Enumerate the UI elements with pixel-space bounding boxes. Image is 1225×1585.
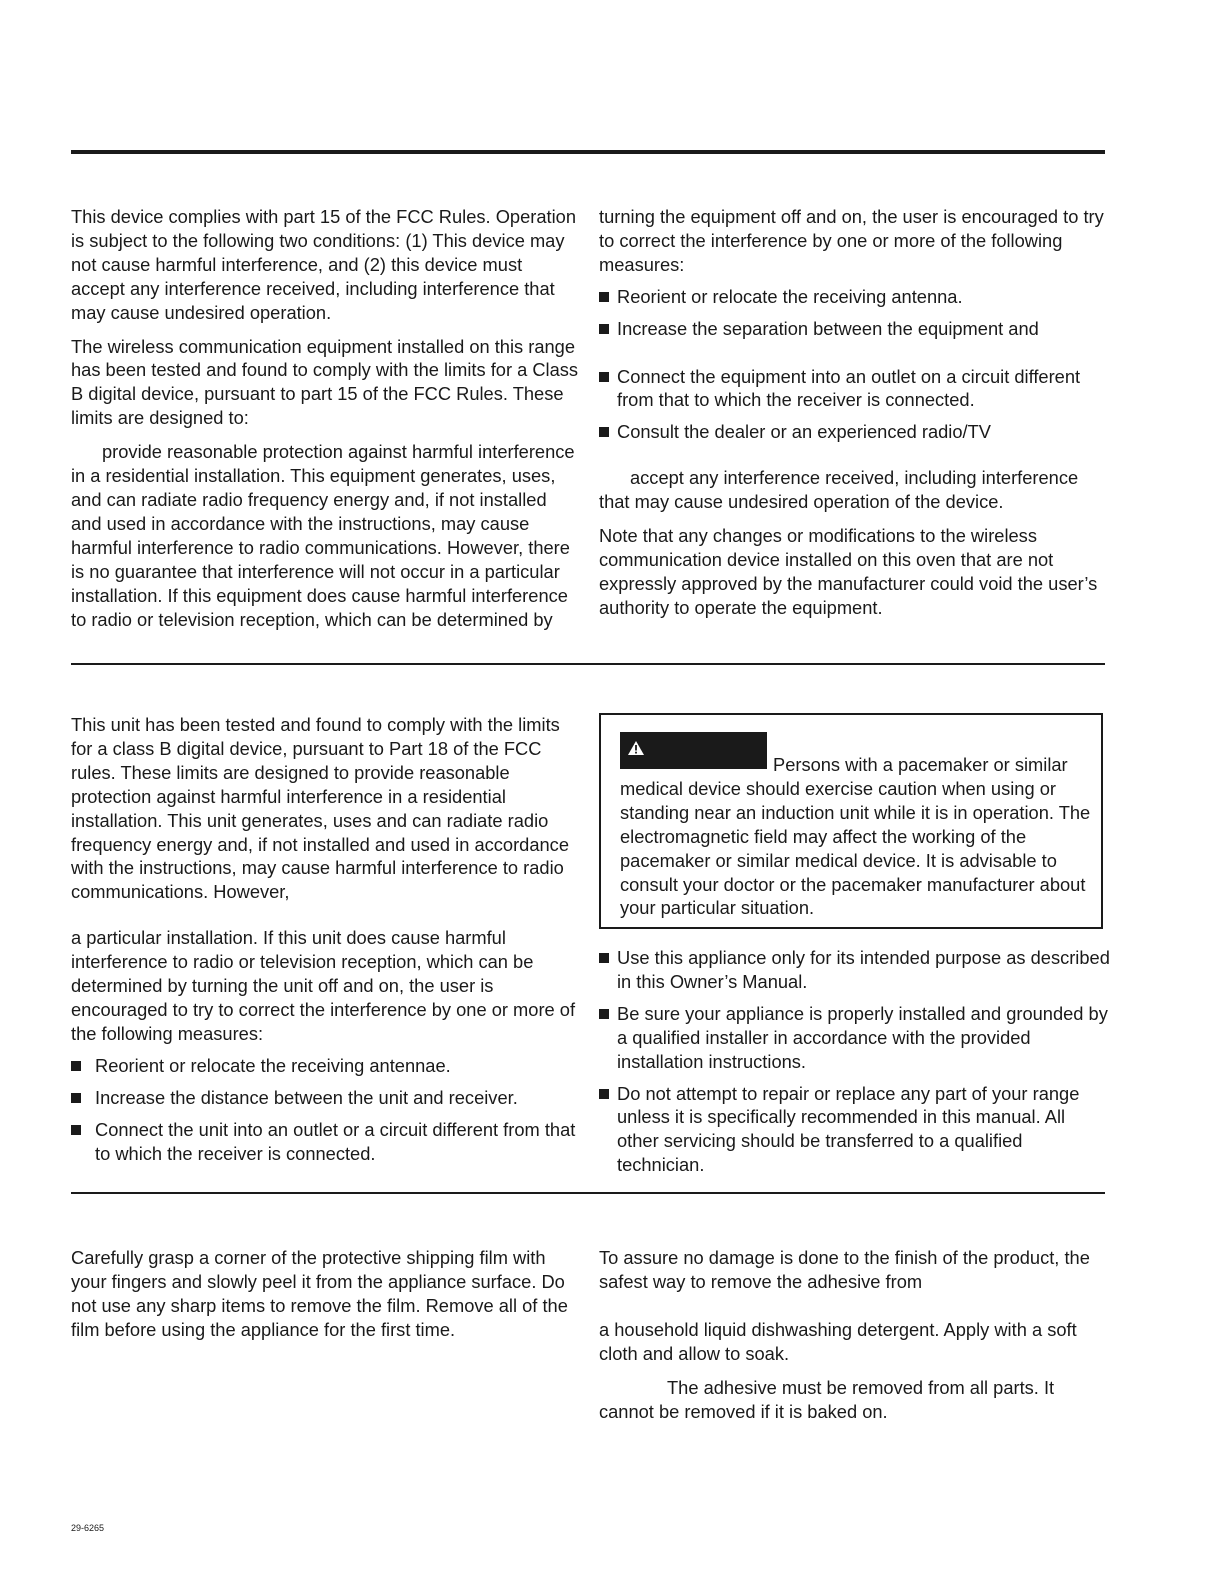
film-right-column (599, 1246, 1109, 1423)
bullet-square-icon (599, 953, 609, 963)
warning-text: Persons with a pacemaker or similar medical device should exercise caution when using or standing near an induction unit while it is in operation. The electromagnetic field may affect the working of the pacemaker or similar medical device. It is advisable to consult your doctor or the pacemaker manufacturer about your particular situation. (620, 754, 1091, 919)
section-divider (71, 1192, 1105, 1194)
part18-bullet: Connect the unit into an outlet or a circuit different from that to which the receiver is connected. (71, 1118, 581, 1166)
fcc-bullet: Consult the dealer or an experienced radio/TV (599, 420, 1111, 444)
fcc-paragraph: The wireless communication equipment installed on this range has been tested and found to comply with the limits for a Class B digital device, pursuant to part 15 of the FCC Rules. These limits are designed to: (71, 335, 579, 429)
bullet-square-icon (71, 1061, 81, 1071)
adhesive-paragraph: To assure no damage is done to the finish of the product, the safest way to remove the adhesive from (599, 1247, 1090, 1292)
header-rule (71, 150, 1105, 154)
fcc-note-text: Note that any changes or modifications to the wireless communication device installed on this oven that are not expressly approved by the manufacturer could void the user’s authority to operate the equipment. (599, 525, 1098, 618)
fcc-right-column (599, 205, 1111, 620)
adhesive-paragraph: a household liquid dishwashing detergent. Apply with a soft cloth and allow to soak. (599, 1318, 1077, 1364)
safety-bullet: Do not attempt to repair or replace any part of your range unless it is specifically recommended in this manual. All other servicing should be transferred to a qualified technician. (599, 1082, 1111, 1178)
fcc-bullet: Reorient or relocate the receiving antenna. (599, 285, 1111, 309)
bullet-square-icon (599, 1089, 609, 1099)
fcc-intro: turning the equipment off and on, the user is encouraged to try to correct the interference by one or more of the following measures: (599, 206, 1104, 275)
fcc-paragraph: provide reasonable protection against harmful interference in a residential installation. This equipment generates, uses, and can radiate radio frequency energy and, if not installed and used in accordance with the instructions, may cause harmful interference to radio communications. However, there is no guarantee that interference will not occur in a particular installation. If this equipment does cause harmful interference to radio or television reception, which can be determined by (71, 441, 575, 630)
fcc-bullet: Connect the equipment into an outlet on a circuit different from that to which the receiver is connected. (599, 365, 1111, 413)
bullet-square-icon (599, 372, 609, 382)
safety-bullets (599, 946, 1111, 1177)
bullet-square-icon (71, 1093, 81, 1103)
bullet-square-icon (599, 1009, 609, 1019)
safety-bullet: Use this appliance only for its intended purpose as described in this Owner’s Manual. (599, 946, 1111, 994)
bullet-square-icon (71, 1125, 81, 1135)
bullet-square-icon (599, 427, 609, 437)
part18-left-column (71, 713, 581, 1165)
film-paragraph: Carefully grasp a corner of the protective shipping film with your fingers and slowly peel it from the appliance surface. Do not use any sharp items to remove the film. Remove all of the film before using the appliance for the first time. (71, 1247, 568, 1340)
fcc-left-column (71, 205, 581, 631)
part18-paragraph: This unit has been tested and found to comply with the limits for a class B digital device, pursuant to Part 18 of the FCC rules. These limits are designed to provide reasonable protection against harmful interference in a residential installation. This unit generates, uses and can radiate radio frequency energy and, if not installed and used in accordance with the instructions, may cause harmful interference to radio communications. However, (71, 714, 569, 903)
part18-paragraph: a particular installation. If this unit does cause harmful interference to radio or television reception, which can be determined by turning the unit off and on, the user is encouraged to try to correct the interference by one or more of the following measures: (71, 927, 576, 1044)
film-left-column (71, 1246, 576, 1342)
bullet-square-icon (599, 324, 609, 334)
warning-box (599, 713, 1103, 929)
part18-bullet: Increase the distance between the unit and receiver. (71, 1086, 581, 1110)
fcc-accept-text: accept any interference received, including interference that may cause undesired operation of the device. (599, 467, 1079, 513)
bullet-square-icon (599, 292, 609, 302)
document-code: 29-6265 (71, 1523, 105, 1533)
section-divider (71, 663, 1105, 665)
fcc-paragraph: This device complies with part 15 of the FCC Rules. Operation is subject to the following two conditions: (1) This device may not cause harmful interference, and (2) this device must accept any interference received, including interference that may cause undesired operation. (71, 206, 576, 323)
safety-bullet: Be sure your appliance is properly installed and grounded by a qualified installer in accordance with the provided installation instructions. (599, 1002, 1111, 1074)
adhesive-paragraph: The adhesive must be removed from all parts. It cannot be removed if it is baked on. (599, 1376, 1055, 1422)
part18-bullet: Reorient or relocate the receiving antennae. (71, 1054, 581, 1078)
fcc-bullet: Increase the separation between the equipment and (599, 317, 1111, 341)
